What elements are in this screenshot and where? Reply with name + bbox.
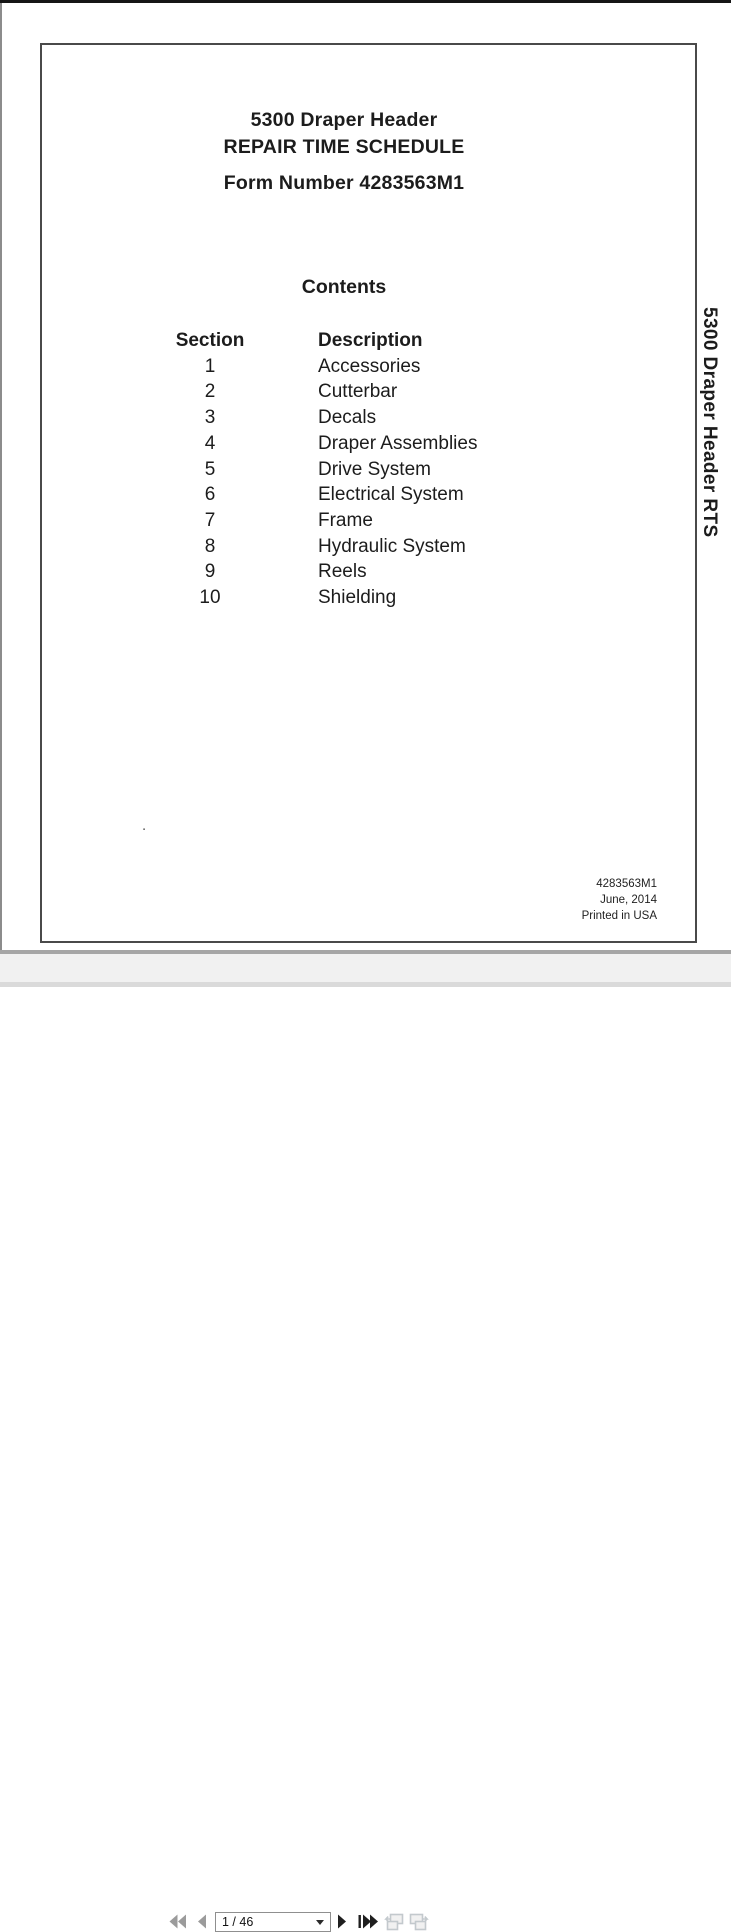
- document-title: [144, 107, 544, 160]
- section-description: Electrical System: [318, 484, 464, 506]
- page-number-combobox[interactable]: [215, 1912, 331, 1932]
- section-description: Hydraulic System: [318, 535, 466, 557]
- first-page-button[interactable]: [166, 1913, 188, 1929]
- table-row: [170, 431, 477, 457]
- table-row: [170, 534, 477, 560]
- pdf-navigation-toolbar: [0, 954, 731, 1929]
- section-number: 10: [199, 587, 221, 609]
- page-indicator: 1 / 46: [222, 1915, 254, 1929]
- doc-title-line2: REPAIR TIME SCHEDULE: [223, 135, 465, 158]
- table-row: [170, 508, 477, 534]
- column-header-description: Description: [318, 330, 423, 351]
- table-row: [170, 457, 477, 483]
- column-header-section: Section: [175, 330, 245, 351]
- print-info-origin: Printed in USA: [581, 910, 657, 922]
- section-description: Draper Assemblies: [318, 432, 478, 454]
- table-row: [170, 585, 477, 611]
- section-description: Frame: [318, 509, 373, 531]
- section-description: Shielding: [318, 587, 397, 609]
- next-view-icon: [409, 1913, 430, 1931]
- first-page-icon: [168, 1914, 187, 1929]
- section-number: 6: [204, 484, 216, 506]
- table-row: [170, 559, 477, 585]
- table-row: [170, 482, 477, 508]
- section-number: 1: [204, 355, 216, 377]
- table-row: [170, 379, 477, 405]
- section-number: 4: [204, 432, 216, 454]
- section-number: 9: [204, 561, 216, 583]
- side-tab-label: 5300 Draper Header RTS: [699, 307, 720, 538]
- bottom-edge-strip: [0, 982, 731, 987]
- last-page-button[interactable]: [356, 1913, 380, 1929]
- chevron-down-icon: [316, 1920, 324, 1925]
- section-number: 3: [204, 407, 216, 429]
- document-page: [40, 43, 697, 943]
- contents-heading: Contents: [301, 276, 387, 298]
- table-row: [170, 354, 477, 380]
- previous-page-icon: [196, 1914, 207, 1929]
- left-edge-line: [0, 3, 2, 950]
- section-number: 8: [204, 535, 216, 557]
- form-number: Form Number 4283563M1: [223, 172, 465, 194]
- last-page-icon: [358, 1914, 379, 1929]
- print-info-form-number: 4283563M1: [596, 878, 657, 890]
- table-row: [170, 405, 477, 431]
- doc-title-line1: 5300 Draper Header: [250, 109, 438, 131]
- stray-mark: .: [142, 817, 147, 834]
- print-info: [582, 876, 657, 924]
- table-header-row: [170, 328, 477, 354]
- section-number: 5: [204, 458, 216, 480]
- section-description: Reels: [318, 561, 367, 583]
- print-info-date: June, 2014: [600, 894, 657, 906]
- section-description: Drive System: [318, 458, 431, 480]
- previous-view-icon: [383, 1913, 404, 1931]
- top-edge-bar: [0, 0, 731, 3]
- previous-page-button[interactable]: [195, 1913, 208, 1929]
- section-number: 2: [204, 381, 216, 403]
- next-view-button[interactable]: [408, 1912, 430, 1931]
- section-description: Accessories: [318, 355, 421, 377]
- contents-table: [170, 328, 477, 611]
- previous-view-button[interactable]: [382, 1912, 404, 1931]
- section-description: Cutterbar: [318, 381, 398, 403]
- section-number: 7: [204, 509, 216, 531]
- next-page-icon: [337, 1914, 348, 1929]
- section-description: Decals: [318, 407, 377, 429]
- next-page-button[interactable]: [336, 1913, 349, 1929]
